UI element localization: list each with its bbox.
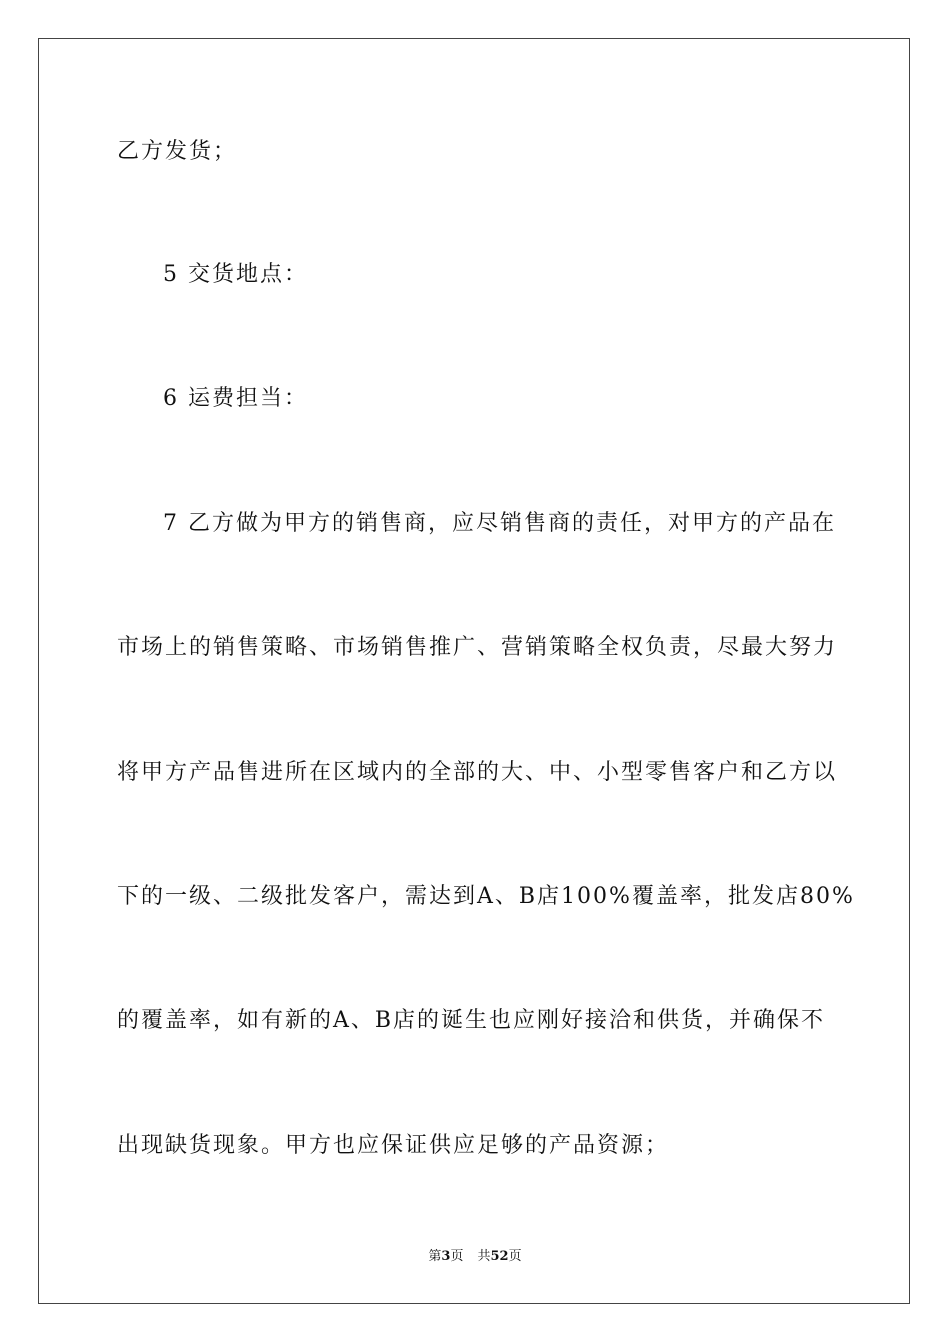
text-line-7: 下的一级、二级批发客户，需达到A、B店100%覆盖率，批发店80% (117, 884, 855, 909)
text-line-1: 乙方发货； (117, 139, 238, 164)
text-line-2: 5 交货地点： (163, 262, 308, 287)
text-line-3: 6 运费担当： (163, 386, 308, 411)
page-frame (38, 38, 910, 1304)
page-number: 3 (441, 1249, 451, 1264)
total-pages: 52 (490, 1249, 509, 1264)
page-footer (0, 1248, 950, 1266)
page-suffix: 页 (450, 1249, 464, 1264)
text-line-6: 将甲方产品售进所在区域内的全部的大、中、小型零售客户和乙方以 (117, 760, 838, 785)
text-line-9: 出现缺货现象。甲方也应保证供应足够的产品资源； (117, 1133, 670, 1158)
text-line-4: 7 乙方做为甲方的销售商，应尽销售商的责任，对甲方的产品在 (163, 511, 836, 536)
text-line-5: 市场上的销售策略、市场销售推广、营销策略全权负责，尽最大努力 (117, 635, 838, 660)
total-prefix: 共 (477, 1249, 491, 1264)
text-line-8: 的覆盖率，如有新的A、B店的诞生也应刚好接洽和供货，并确保不 (117, 1008, 826, 1033)
total-suffix: 页 (508, 1249, 522, 1264)
page-prefix: 第 (428, 1249, 442, 1264)
